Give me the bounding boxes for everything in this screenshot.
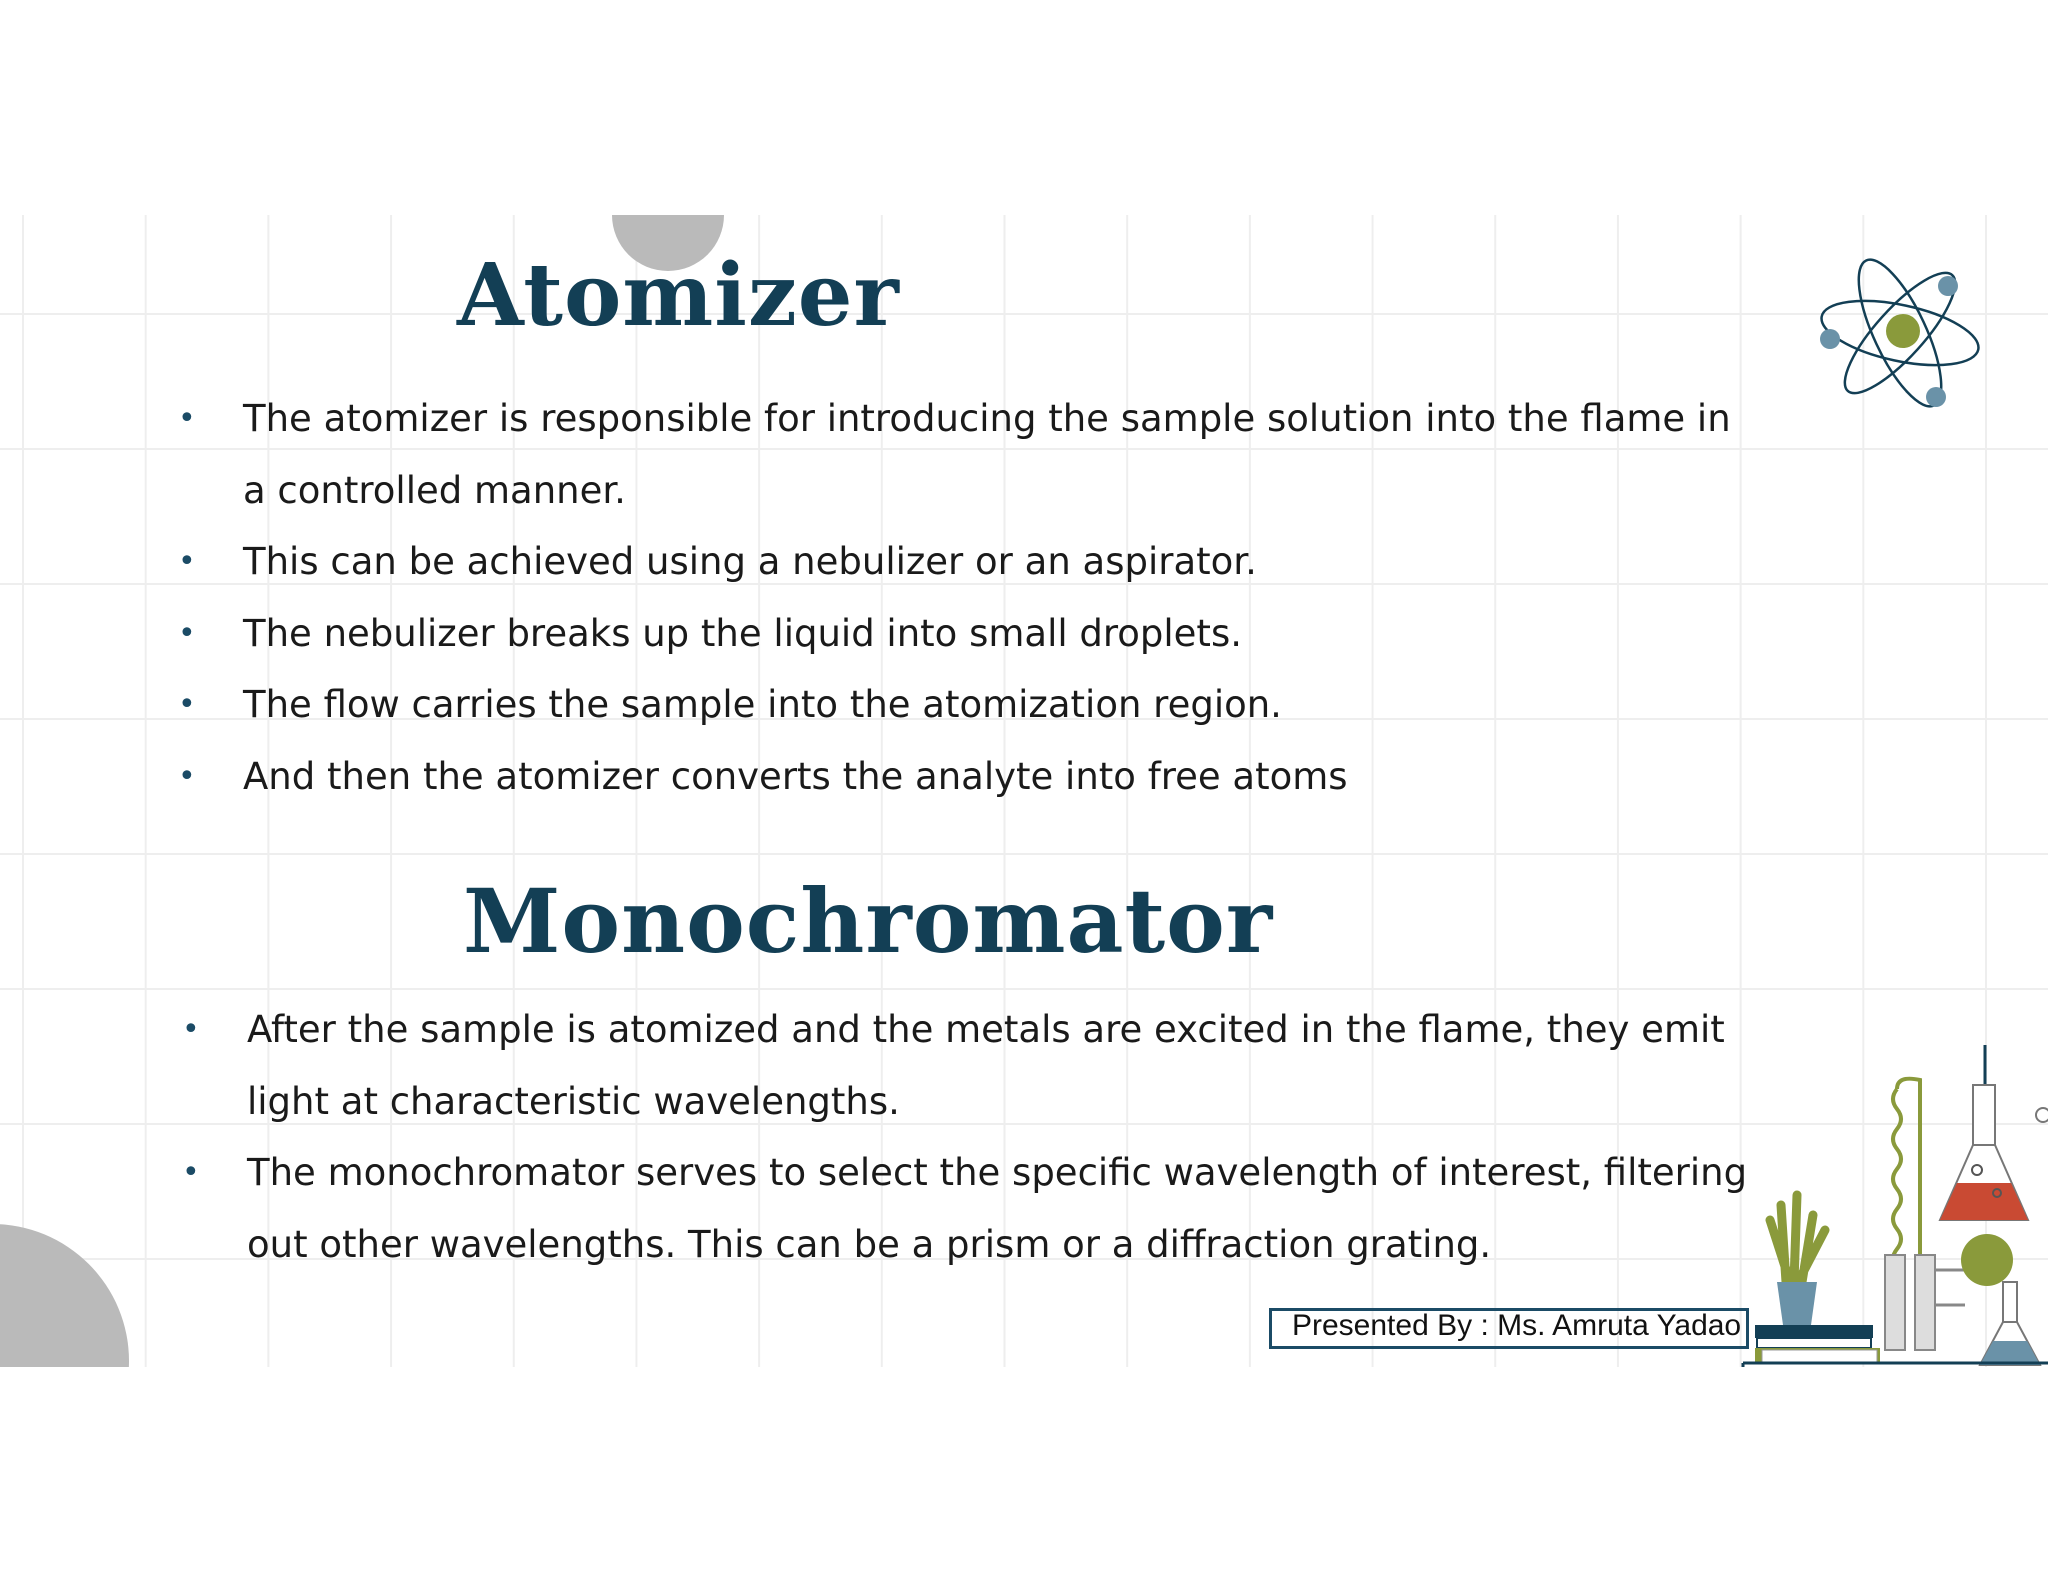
presenter-label: Presented By : Ms. Amruta Yadao <box>1292 1309 1742 1342</box>
bullet-marker: • <box>178 544 196 579</box>
bullet-text: The flow carries the sample into the atomization region. <box>243 683 1282 726</box>
bullet-marker: • <box>178 758 196 794</box>
atomizer-bullet-list <box>178 383 1738 812</box>
bullet-item <box>182 1137 1782 1280</box>
lab-equipment-illustration <box>1735 1045 2048 1367</box>
monochromator-bullet-list <box>182 994 1782 1280</box>
bullet-marker: • <box>182 1155 200 1190</box>
bullet-marker: • <box>182 1012 200 1047</box>
bullet-item <box>178 526 1738 598</box>
atom-icon <box>1810 255 1990 415</box>
bullet-text: The monochromator serves to select the specific wavelength of interest, filtering out other wavelengths. This can be a prism or a diffraction grating. <box>247 1151 1748 1266</box>
bullet-item <box>178 741 1738 813</box>
section-title-monochromator: Monochromator <box>463 869 1274 973</box>
bullet-marker: • <box>178 687 196 722</box>
bullet-item <box>178 598 1738 670</box>
bullet-text: The nebulizer breaks up the liquid into small droplets. <box>243 611 1242 655</box>
bullet-item <box>182 994 1782 1137</box>
bullet-item <box>178 383 1738 526</box>
bullet-item <box>178 669 1738 741</box>
bullet-marker: • <box>178 615 196 651</box>
section-title-atomizer: Atomizer <box>457 245 900 346</box>
bullet-text: After the sample is atomized and the metals are excited in the flame, they emit light at characteristic wavelengths. <box>247 1008 1725 1123</box>
bullet-text: This can be achieved using a nebulizer or an aspirator. <box>243 540 1257 583</box>
bullet-text: The atomizer is responsible for introducing the sample solution into the flame in a controlled manner. <box>243 397 1731 512</box>
bullet-marker: • <box>178 401 196 436</box>
bullet-text: And then the atomizer converts the analyte into free atoms <box>243 754 1348 798</box>
slide <box>0 215 2048 1367</box>
decorative-circle <box>0 1224 129 1367</box>
